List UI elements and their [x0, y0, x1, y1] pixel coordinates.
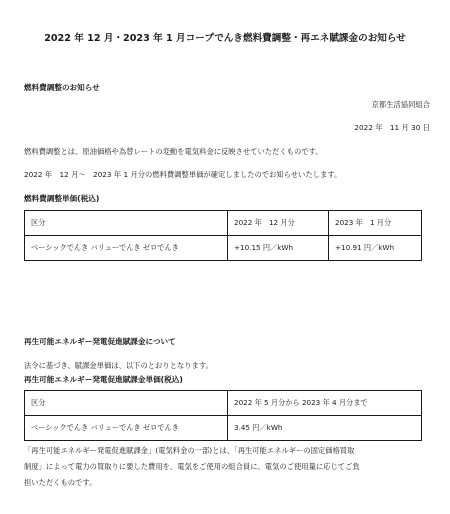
renewable-section-heading: 再生可能エネルギー発電促進賦課金について	[24, 337, 176, 346]
table-header-row	[25, 211, 422, 236]
renewable-surcharge-table	[24, 390, 422, 441]
renewable-note	[24, 443, 424, 491]
table-header-row	[25, 391, 422, 416]
renewable-note-line: 「再生可能エネルギー発電促進賦課金」(電気料金の一部)とは、「再生可能エネルギーの固定価格買取	[24, 446, 355, 455]
header-category: 区分	[25, 391, 228, 416]
header-2022-12: 2022 年 12 月分	[228, 211, 329, 236]
row-plan-names: ベーシックでんき バリューでんき ゼロでんき	[25, 416, 228, 441]
table-row	[25, 416, 422, 441]
value-2022-12: +10.15 円／kWh	[228, 236, 329, 261]
renewable-description: 法令に基づき、賦課金単価は、以下のとおりとなります。	[24, 361, 213, 370]
renewable-table-heading: 再生可能エネルギー発電促進賦課金単価(税込)	[24, 375, 183, 384]
notice-date: 2022 年 11 月 30 日	[354, 123, 430, 132]
row-plan-names: ベーシックでんき バリューでんき ゼロでんき	[25, 236, 228, 261]
page-title: 2022 年 12 月・2023 年 1 月コープでんき燃料費調整・再エネ賦課金のお知らせ	[44, 33, 406, 44]
fuel-announcement: 2022 年 12 月～ 2023 年 1 月分の燃料費調整単価が確定しましたのでお知らせいたします。	[24, 170, 342, 179]
renewable-note-line: 担いただくものです。	[24, 478, 97, 487]
header-2023-01: 2023 年 1 月分	[329, 211, 422, 236]
header-category: 区分	[25, 211, 228, 236]
fuel-section-heading: 燃料費調整のお知らせ	[24, 83, 100, 92]
fuel-description: 燃料費調整とは、原油価格や為替レートの変動を電気料金に反映させていただくものです。	[24, 147, 323, 156]
fuel-adjustment-table	[24, 210, 422, 261]
table-row	[25, 236, 422, 261]
organization-name: 京都生活協同組合	[371, 100, 430, 109]
value-surcharge: 3.45 円／kWh	[228, 416, 422, 441]
value-2023-01: +10.91 円／kWh	[329, 236, 422, 261]
header-period: 2022 年 5 月分から 2023 年 4 月分まで	[228, 391, 422, 416]
renewable-note-line: 制度」によって電力の買取りに要した費用を、電気をご使用の組合員に、電気のご使用量に応じてご負	[24, 462, 360, 471]
fuel-table-heading: 燃料費調整単価(税込)	[24, 194, 100, 203]
